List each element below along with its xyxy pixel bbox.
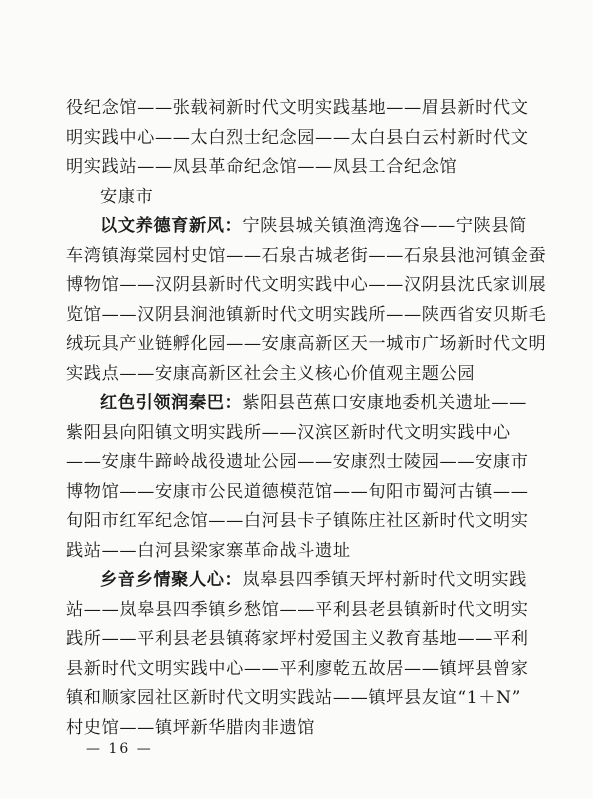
page-number: — 16 — <box>86 741 153 757</box>
paragraph-first-line <box>66 566 536 596</box>
paragraph-text: 宁陕县城关镇渔湾逸谷——宁陕县简 <box>242 216 527 236</box>
text-line: 车湾镇海棠园村史馆——石泉古城老街——石泉县池河镇金蚕 <box>66 245 547 266</box>
paragraph-heading: 红色引领润秦巴： <box>100 393 243 413</box>
text-line: ——安康牛蹄岭战役遗址公园——安康烈士陵园——安康市 <box>66 452 529 472</box>
text-line: 博物馆——安康市公民道德模范馆——旬阳市蜀河古镇—— <box>66 481 529 502</box>
paragraph-text: 岚皋县四季镇天坪村新时代文明实践 <box>242 570 527 590</box>
text-line: 役纪念馆——张载祠新时代文明实践基地——眉县新时代文 <box>66 98 529 118</box>
text-line: 县新时代文明实践中心——平利廖乾五故居——镇坪县曾家 <box>66 658 529 679</box>
document-body <box>66 94 547 743</box>
text-line: 博物馆——汉阴县新时代文明实践中心——汉阴县沈氏家训展 <box>66 275 547 295</box>
text-line: 明实践站——凤县革命纪念馆——凤县工合纪念馆 <box>66 157 458 177</box>
paragraph-first-line <box>66 212 536 242</box>
text-line: 村史馆——镇坪新华腊肉非遗馆 <box>66 717 316 738</box>
paragraph-first-line <box>66 389 536 419</box>
text-line: 览馆——汉阴县涧池镇新时代文明实践所——陕西省安贝斯毛 <box>66 304 547 325</box>
text-line: 绒玩具产业链孵化园——安康高新区天一城市广场新时代文明 <box>66 334 547 354</box>
section-heading-city: 安康市 <box>100 186 154 207</box>
text-line: 践站——白河县梁家寨革命战斗遗址 <box>66 540 351 561</box>
text-line: 站——岚皋县四季镇乡愁馆——平利县老县镇新时代文明实 <box>66 599 529 620</box>
text-line: 践所——平利县老县镇蒋家坪村爱国主义教育基地——平利 <box>66 629 529 649</box>
paragraph-text: 紫阳县芭蕉口安康地委机关遗址—— <box>242 393 527 413</box>
text-line: 紫阳县向阳镇文明实践所——汉滨区新时代文明实践中心 <box>66 422 511 443</box>
text-line: 实践点——安康高新区社会主义核心价值观主题公园 <box>66 363 476 384</box>
paragraph-heading: 乡音乡情聚人心： <box>100 570 243 590</box>
text-line: 镇和顺家园社区新时代文明实践站——镇坪县友谊“1＋N” <box>66 688 522 708</box>
text-line: 旬阳市红军纪念馆——白河县卡子镇陈庄社区新时代文明实 <box>66 511 529 531</box>
paragraph-heading: 以文养德育新风： <box>100 216 243 236</box>
text-line: 明实践中心——太白烈士纪念园——太白县白云村新时代文 <box>66 127 529 148</box>
